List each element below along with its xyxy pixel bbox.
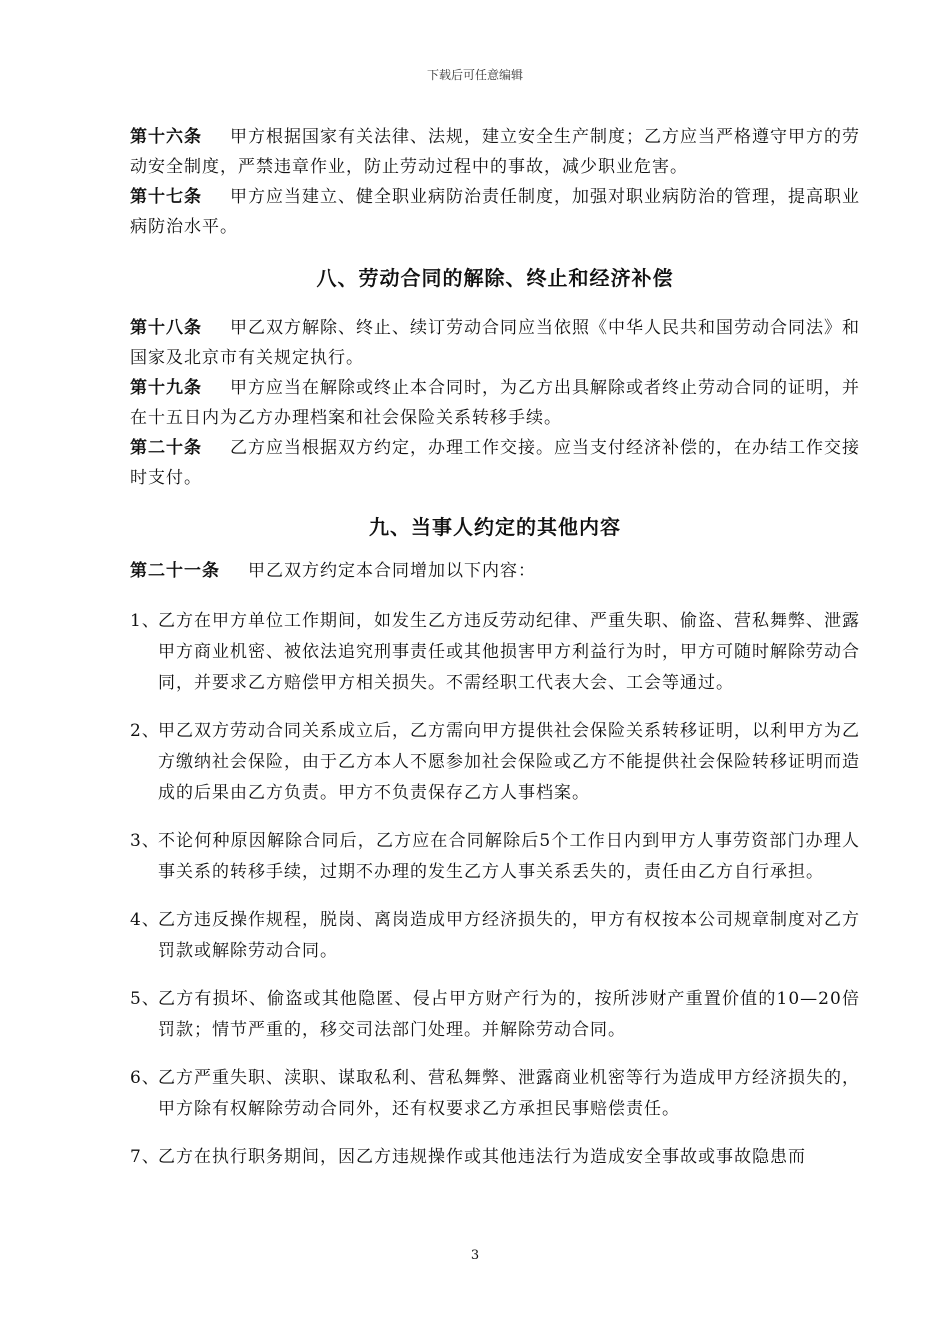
article-20 [130,433,860,493]
article-text: 甲方应当在解除或终止本合同时，为乙方出具解除或者终止劳动合同的证明，并在十五日内为乙方办理档案和社会保险关系转移手续。 [130,378,860,428]
article-text: 甲方根据国家有关法律、法规，建立安全生产制度；乙方应当严格遵守甲方的劳动安全制度，严禁违章作业，防止劳动过程中的事故，减少职业危害。 [130,127,860,177]
section-heading-9: 九、当事人约定的其他内容 [369,515,621,539]
list-item [130,716,860,809]
article-19 [130,373,860,433]
item-text: 乙方在甲方单位工作期间，如发生乙方违反劳动纪律、严重失职、偷盗、营私舞弊、泄露甲方商业机密、被依法追究刑事责任或其他损害甲方利益行为时，甲方可随时解除劳动合同，并要求乙方赔偿甲方相关损失。不需经职工代表大会、工会等通过。 [158,611,860,693]
item-number: 6、 [130,1068,160,1088]
list-item [130,606,860,699]
list-item [130,826,860,888]
article-17 [130,182,860,242]
list-item [130,1063,860,1125]
article-16 [130,122,860,182]
article-label: 第二十一条 [130,561,220,581]
article-label: 第十七条 [130,187,202,207]
list-item [130,1142,860,1173]
item-number: 1、 [130,611,160,631]
section-heading-8: 八、劳动合同的解除、终止和经济补偿 [316,266,674,290]
article-label: 第十八条 [130,318,202,338]
article-18 [130,313,860,373]
item-number: 3、 [130,831,160,851]
item-text: 乙方严重失职、渎职、谋取私利、营私舞弊、泄露商业机密等行为造成甲方经济损失的，甲方除有权解除劳动合同外，还有权要求乙方承担民事赔偿责任。 [158,1068,860,1119]
article-text: 乙方应当根据双方约定，办理工作交接。应当支付经济补偿的，在办结工作交接时支付。 [130,438,860,488]
item-text: 乙方在执行职务期间，因乙方违规操作或其他违法行为造成安全事故或事故隐患而 [158,1147,806,1167]
item-text: 乙方有损坏、偷盗或其他隐匿、侵占甲方财产行为的，按所涉财产重置价值的10—20倍罚款；情节严重的，移交司法部门处理。并解除劳动合同。 [158,989,860,1040]
document-body [130,122,860,1190]
article-text: 甲乙双方解除、终止、续订劳动合同应当依照《中华人民共和国劳动合同法》和国家及北京市有关规定执行。 [130,318,860,368]
item-number: 2、 [130,721,160,741]
item-number: 7、 [130,1147,160,1167]
list-item [130,984,860,1046]
article-label: 第二十条 [130,438,202,458]
list-item [130,905,860,967]
article-text: 甲乙双方约定本合同增加以下内容： [248,561,536,581]
item-text: 乙方违反操作规程，脱岗、离岗造成甲方经济损失的，甲方有权按本公司规章制度对乙方罚款或解除劳动合同。 [158,910,860,961]
article-text: 甲方应当建立、健全职业病防治责任制度，加强对职业病防治的管理，提高职业病防治水平。 [130,187,860,237]
article-label: 第十九条 [130,378,202,398]
article-21 [130,556,860,586]
item-number: 4、 [130,910,160,930]
page-number: 3 [470,1248,480,1263]
item-number: 5、 [130,989,160,1009]
article-label: 第十六条 [130,127,202,147]
item-text: 不论何种原因解除合同后，乙方应在合同解除后5个工作日内到甲方人事劳资部门办理人事关系的转移手续，过期不办理的发生乙方人事关系丢失的，责任由乙方自行承担。 [158,831,860,882]
item-text: 甲乙双方劳动合同关系成立后，乙方需向甲方提供社会保险关系转移证明，以利甲方为乙方缴纳社会保险，由于乙方本人不愿参加社会保险或乙方不能提供社会保险转移证明而造成的后果由乙方负责。甲方不负责保存乙方人事档案。 [158,721,860,803]
page-header: 下载后可任意编辑 [426,68,523,82]
